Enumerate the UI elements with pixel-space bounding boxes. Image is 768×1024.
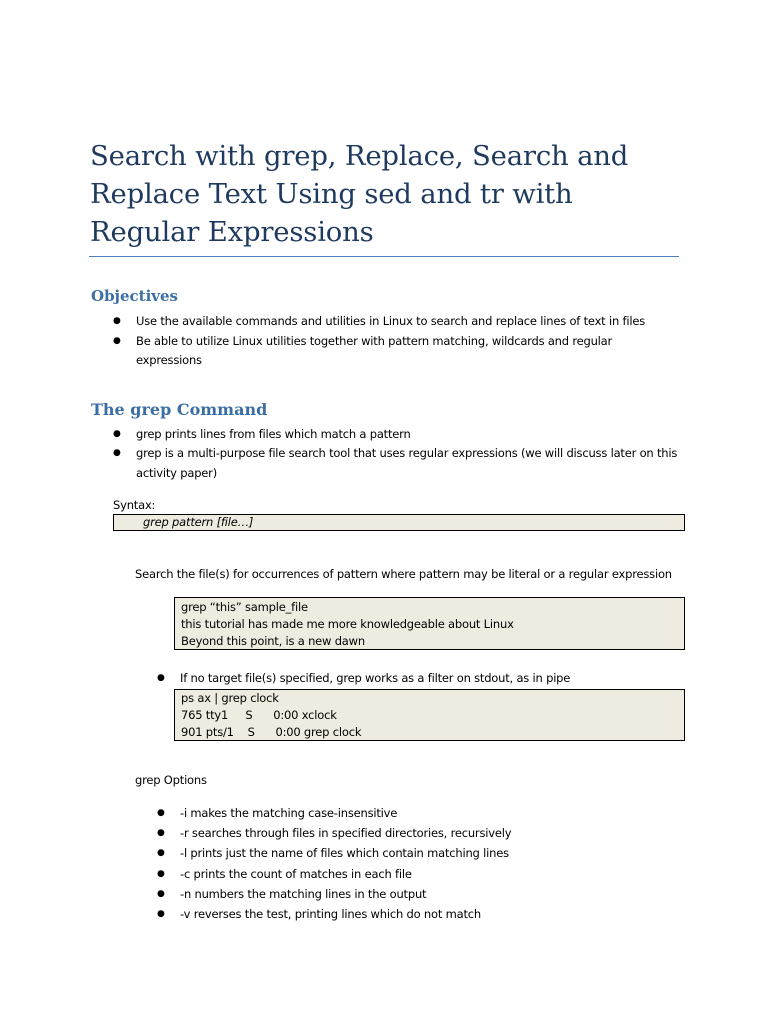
bullet-icon: ● [157,889,165,899]
example-box-1 [174,597,685,650]
syntax-box [113,514,685,531]
objective-item-2: Be able to utilize Linux utilities together with pattern matching, wildcards and regular [136,334,613,348]
syntax-label: Syntax: [113,498,156,512]
option-item: -c prints the count of matches in each file [180,867,412,881]
grep-item-2: grep is a multi-purpose file search tool that uses regular expressions (we will discuss later on this [136,446,678,460]
bullet-icon: ● [157,869,165,879]
code-line: this tutorial has made me more knowledgeable about Linux [181,617,514,631]
grep-heading: The grep Command [91,400,268,419]
example-box-2 [174,689,685,741]
bullet-icon: ● [157,909,165,919]
code-line: 901 pts/1 S 0:00 grep clock [181,725,362,739]
objective-item-1: Use the available commands and utilities in Linux to search and replace lines of text in files [136,314,645,328]
grep-item-1: grep prints lines from files which match a pattern [136,427,411,441]
options-heading: grep Options [135,773,207,787]
code-line: Beyond this point, is a new dawn [181,634,365,648]
option-item: -n numbers the matching lines in the output [180,887,427,901]
option-item: -v reverses the test, printing lines which do not match [180,907,481,921]
bullet-icon: ● [113,316,121,326]
title-divider [89,256,679,257]
code-line: grep “this” sample_file [181,600,308,614]
title-line-3: Regular Expressions [90,216,374,248]
bullet-icon: ● [113,336,121,346]
objectives-heading: Objectives [91,287,178,305]
option-item: -l prints just the name of files which contain matching lines [180,846,509,860]
grep-item-2-cont: activity paper) [136,466,217,480]
bullet-icon: ● [113,448,121,458]
document-title [90,137,690,251]
bullet-icon: ● [157,848,165,858]
bullet-icon: ● [157,828,165,838]
syntax-code: grep pattern [file…] [143,515,254,529]
option-item: -i makes the matching case-insensitive [180,806,398,820]
bullet-icon: ● [157,673,165,683]
bullet-icon: ● [157,808,165,818]
code-line: ps ax | grep clock [181,691,279,705]
title-line-2: Replace Text Using sed and tr with [90,178,573,210]
code-line: 765 tty1 S 0:00 xclock [181,708,337,722]
option-item: -r searches through files in specified directories, recursively [180,826,512,840]
title-line-1: Search with grep, Replace, Search and [90,140,629,172]
objective-item-2-cont: expressions [136,353,202,367]
filter-note: If no target file(s) specified, grep works as a filter on stdout, as in pipe [180,671,571,685]
bullet-icon: ● [113,429,121,439]
search-description: Search the file(s) for occurrences of pattern where pattern may be literal or a regular expression [135,567,672,581]
